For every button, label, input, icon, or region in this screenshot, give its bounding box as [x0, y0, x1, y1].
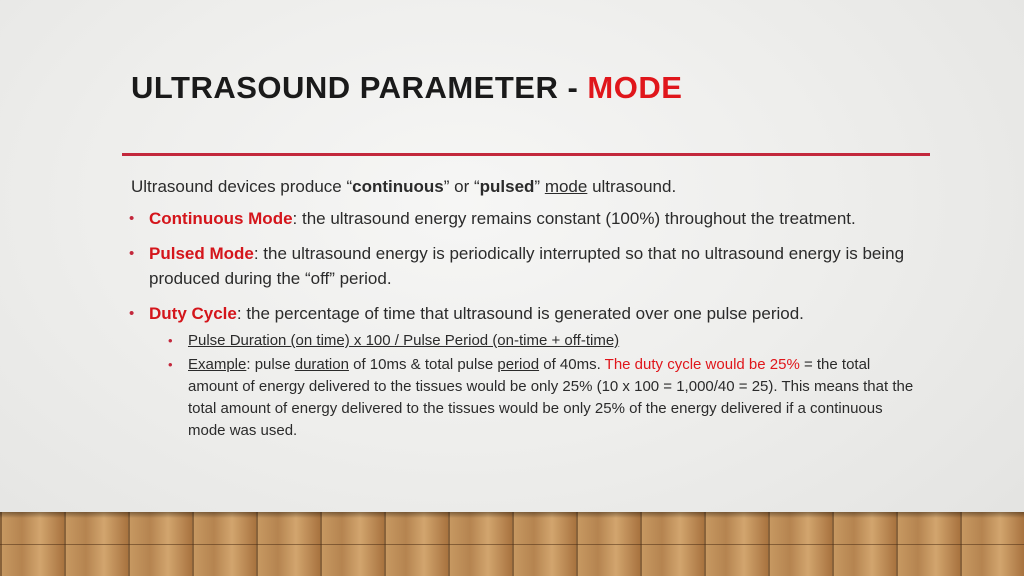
- title-divider: [122, 153, 930, 156]
- title-main: ULTRASOUND PARAMETER -: [131, 70, 588, 105]
- bullet-duty-cycle: [131, 301, 921, 326]
- sub-bullet-formula: [131, 330, 921, 352]
- example-duration: duration: [294, 356, 349, 373]
- bullet-text: : the ultrasound energy remains constant (100%) throughout the treatment.: [292, 209, 856, 228]
- bullet-label: Duty Cycle: [149, 304, 237, 323]
- bullet-icon: •: [129, 210, 135, 227]
- example-text: = the total amount of energy delivered to the tissues would be only 25% (10 x 100 = 1,000/40 = 25). This means that the total amount of energy delivered to the tissues would be only 25% of the energy delivered if a continuous mode was used.: [188, 356, 914, 439]
- intro-continuous: continuous: [352, 177, 444, 196]
- example-text: of 10ms & total pulse: [348, 356, 498, 373]
- example-text: : pulse: [246, 356, 295, 373]
- example-label: Example: [188, 356, 247, 373]
- example-period: period: [497, 356, 540, 373]
- intro-text: ” or “: [443, 177, 480, 196]
- formula-text: Pulse Duration (on time) x 100 / Pulse Period (on-time + off-time): [188, 332, 620, 349]
- bullet-icon: •: [129, 305, 135, 322]
- page-title: [131, 70, 682, 106]
- intro-pulsed: pulsed: [479, 177, 535, 196]
- bullet-icon: •: [168, 333, 173, 348]
- intro-text: ultrasound.: [587, 177, 677, 196]
- floor-seam: [0, 544, 1024, 545]
- bullet-text: : the ultrasound energy is periodically interrupted so that no ultrasound energy is being produced during the “off” period.: [149, 244, 905, 288]
- intro-text: ”: [534, 177, 545, 196]
- intro-mode: mode: [544, 177, 588, 196]
- example-duty-cycle-highlight: The duty cycle would be 25%: [604, 356, 800, 373]
- bullet-pulsed-mode: [131, 241, 921, 291]
- title-accent: MODE: [587, 70, 683, 105]
- intro-text: Ultrasound devices produce “: [131, 177, 353, 196]
- example-text: of 40ms.: [539, 356, 605, 373]
- bullet-icon: •: [129, 245, 135, 262]
- content-body: [131, 174, 921, 444]
- intro-paragraph: [131, 174, 921, 199]
- bullet-label: Pulsed Mode: [149, 244, 254, 263]
- sub-bullet-example: [131, 354, 921, 442]
- bullet-continuous-mode: [131, 206, 921, 231]
- bullet-icon: •: [168, 357, 173, 372]
- bullet-text: : the percentage of time that ultrasound is generated over one pulse period.: [236, 304, 804, 323]
- bullet-label: Continuous Mode: [149, 209, 293, 228]
